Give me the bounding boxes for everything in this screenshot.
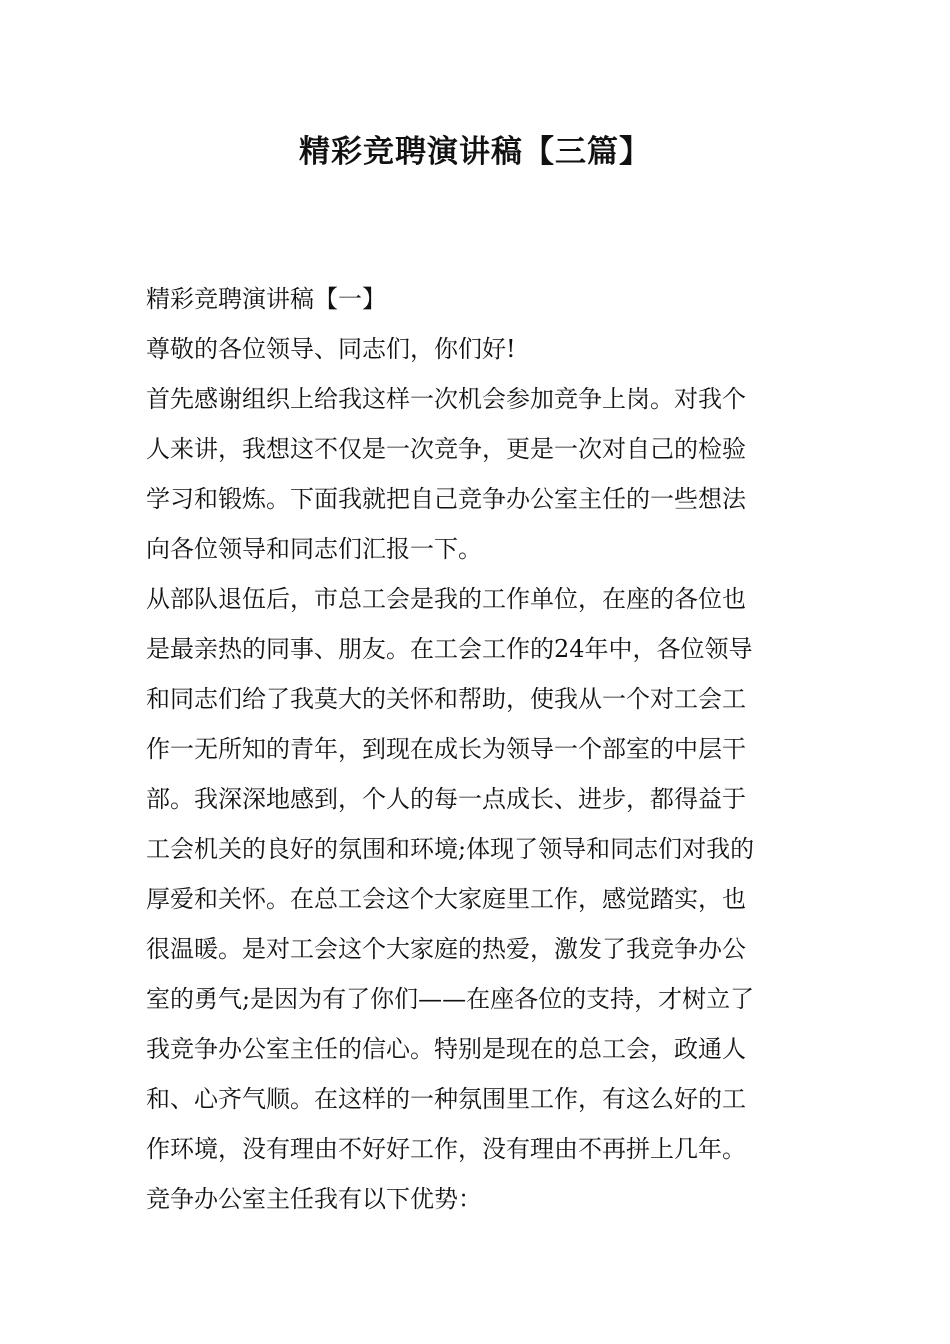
paragraph-line: 和、心齐气顺。在这样的一种氛围里工作，有这么好的工 (146, 1085, 746, 1113)
paragraph-line: 作一无所知的青年，到现在成长为领导一个部室的中层干 (146, 735, 746, 763)
paragraph-line: 室的勇气;是因为有了你们——在座各位的支持，才树立了 (146, 985, 755, 1013)
paragraph-line: 我竞争办公室主任的信心。特别是现在的总工会，政通人 (146, 1035, 746, 1063)
paragraph-line: 部。我深深地感到，个人的每一点成长、进步，都得益于 (146, 785, 746, 813)
paragraph-line: 工会机关的良好的氛围和环境;体现了领导和同志们对我的 (146, 835, 755, 863)
paragraph-line: 向各位领导和同志们汇报一下。 (146, 535, 482, 563)
paragraph-line: 从部队退伍后，市总工会是我的工作单位，在座的各位也 (146, 585, 746, 613)
paragraph-line: 学习和锻炼。下面我就把自己竞争办公室主任的一些想法 (146, 485, 746, 513)
document-title: 精彩竞聘演讲稿【三篇】 (299, 134, 651, 170)
salutation-line: 尊敬的各位领导、同志们，你们好! (146, 335, 516, 363)
paragraph-line: 首先感谢组织上给我这样一次机会参加竞争上岗。对我个 (146, 385, 746, 413)
document-body (146, 274, 806, 1224)
paragraph-line: 厚爱和关怀。在总工会这个大家庭里工作，感觉踏实，也 (146, 885, 746, 913)
paragraph-line: 很温暖。是对工会这个大家庭的热爱，激发了我竞争办公 (146, 935, 746, 963)
paragraph-line: 人来讲，我想这不仅是一次竞争，更是一次对自己的检验 (146, 435, 746, 463)
paragraph-line: 竞争办公室主任我有以下优势： (146, 1185, 482, 1213)
paragraph-line: 作环境，没有理由不好好工作，没有理由不再拼上几年。 (146, 1135, 746, 1163)
paragraph-line: 是最亲热的同事、朋友。在工会工作的24年中，各位领导 (146, 635, 753, 663)
section-heading: 精彩竞聘演讲稿【一】 (146, 285, 386, 313)
paragraph-line: 和同志们给了我莫大的关怀和帮助，使我从一个对工会工 (146, 685, 746, 713)
